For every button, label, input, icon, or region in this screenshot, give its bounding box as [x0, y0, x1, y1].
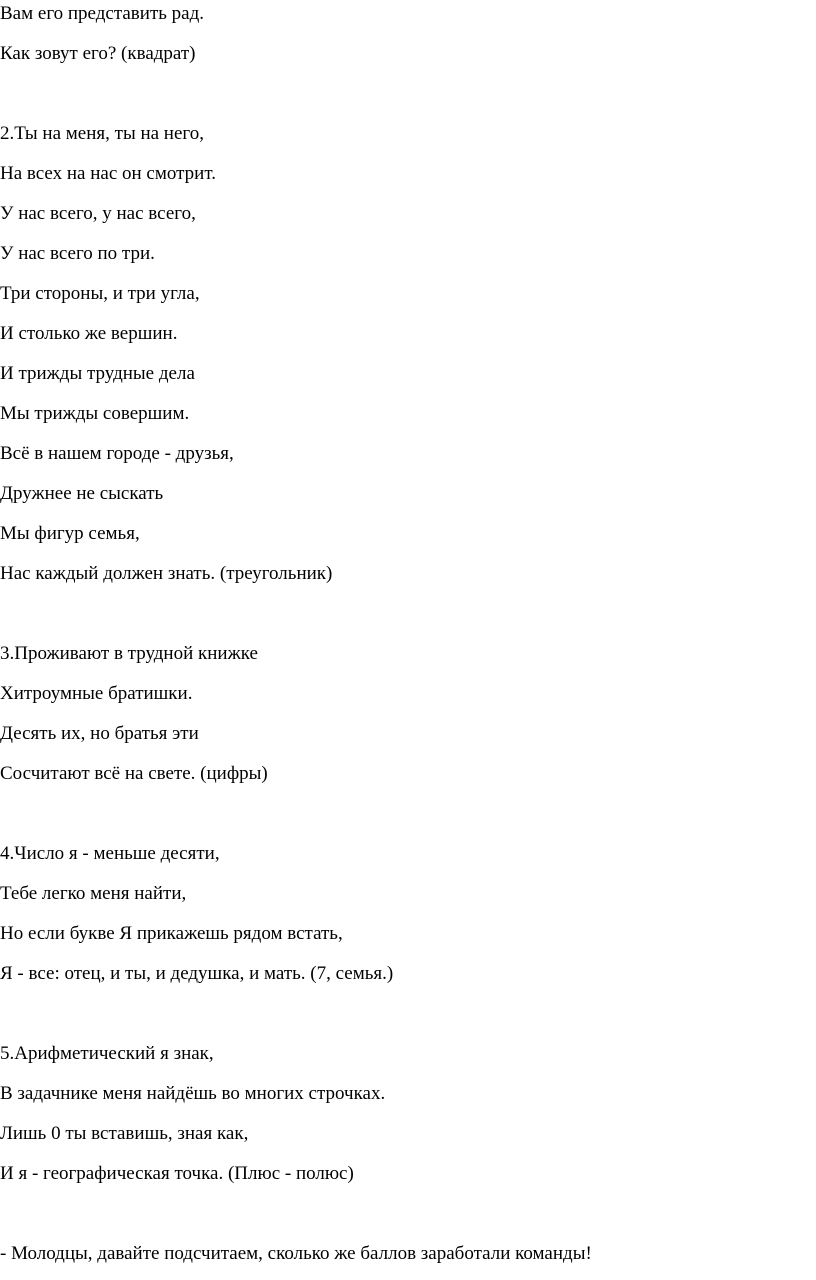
riddle-5-line: В задачнике меня найдёшь во многих строчках.	[0, 1083, 386, 1104]
riddle-2-line: У нас всего, у нас всего,	[0, 203, 196, 224]
riddle-2-line: И трижды трудные дела	[0, 363, 195, 384]
riddle-2-line: 2.Ты на меня, ты на него,	[0, 123, 204, 144]
riddle-2-line: Мы фигур семья,	[0, 523, 140, 544]
riddle-4-line: 4.Число я - меньше десяти,	[0, 843, 220, 864]
riddle-4-line: Но если букве Я прикажешь рядом встать,	[0, 923, 343, 944]
riddle-2-line: Всё в нашем городе - друзья,	[0, 443, 234, 464]
riddle-5-line: Лишь 0 ты вставишь, зная как,	[0, 1123, 249, 1144]
riddle-4-answer-line: Я - все: отец, и ты, и дедушка, и мать. (7, семья.)	[0, 963, 394, 984]
text-line: Вам его представить рад.	[0, 3, 205, 24]
riddle-3-line: 3.Проживают в трудной книжке	[0, 643, 258, 664]
riddle-3-line: Хитроумные братишки.	[0, 683, 193, 704]
riddle-3-answer-line: Сосчитают всё на свете. (цифры)	[0, 763, 268, 784]
riddle-2-line: Мы трижды совершим.	[0, 403, 190, 424]
riddle-3-line: Десять их, но братья эти	[0, 723, 199, 744]
riddle-2-answer-line: Нас каждый должен знать. (треугольник)	[0, 563, 333, 584]
riddle-5-line: 5.Арифметический я знак,	[0, 1043, 214, 1064]
riddle-2-line: Три стороны, и три угла,	[0, 283, 200, 304]
riddle-2-line: На всех на нас он смотрит.	[0, 163, 216, 184]
text-line: Как зовут его? (квадрат)	[0, 43, 196, 64]
riddle-2-line: И столько же вершин.	[0, 323, 178, 344]
riddle-2-line: У нас всего по три.	[0, 243, 155, 264]
closing-remark: - Молодцы, давайте подсчитаем, сколько же баллов заработали команды!	[0, 1243, 592, 1264]
riddle-5-answer-line: И я - географическая точка. (Плюс - полюс)	[0, 1163, 354, 1184]
riddle-4-line: Тебе легко меня найти,	[0, 883, 187, 904]
riddle-2-line: Дружнее не сыскать	[0, 483, 164, 504]
